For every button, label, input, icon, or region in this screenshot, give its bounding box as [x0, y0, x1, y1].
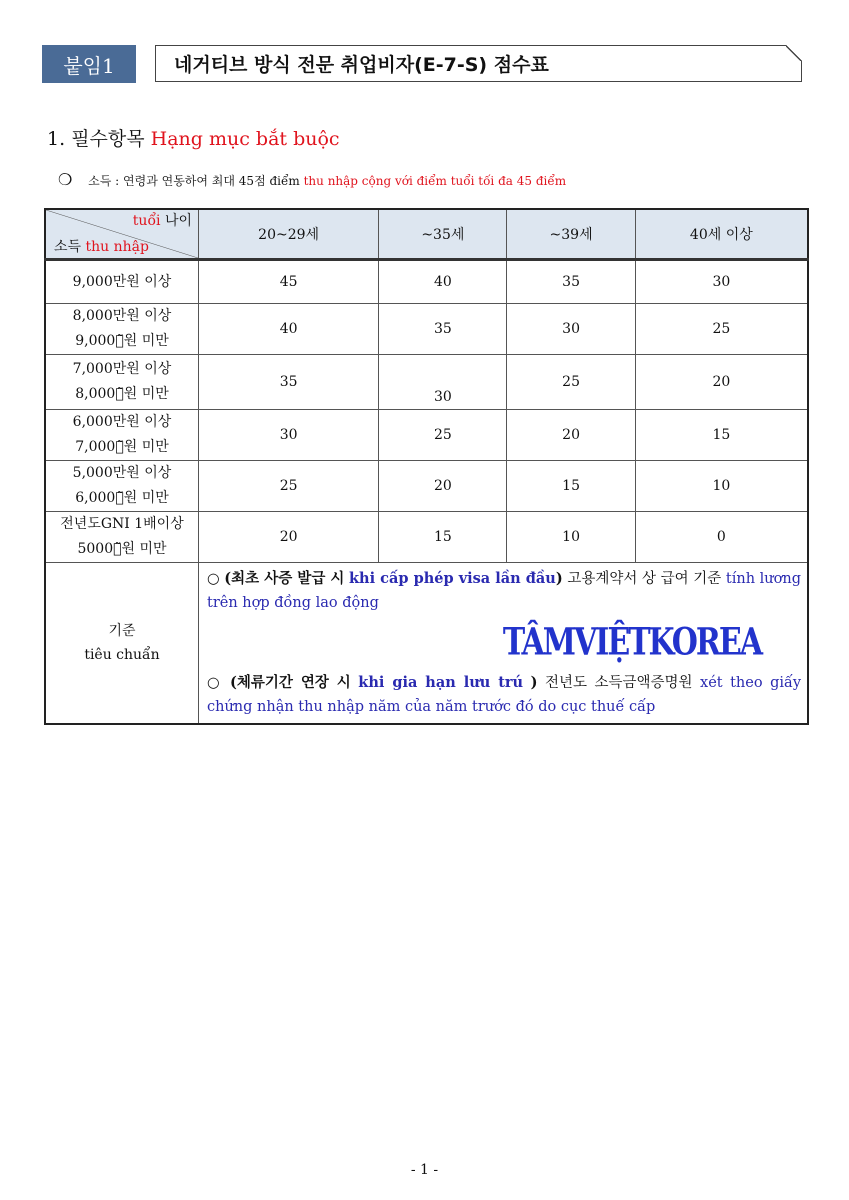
column-header: ~35세 — [379, 209, 507, 260]
corner-age-ko: 나이 — [164, 213, 192, 229]
income-note-ko: 소득 : 연령과 연동하여 최대 45점 điểm — [88, 174, 300, 188]
circle-bullet-icon: ○ — [207, 571, 220, 587]
income-range — [45, 304, 199, 355]
criteria-label-ko: 기준 — [108, 623, 136, 639]
section-title-vi: Hạng mục bắt buộc — [150, 128, 340, 150]
section-title-ko: 필수항목 — [71, 128, 145, 150]
criteria1-vi-bold: khi cấp phép visa lần đầu — [349, 570, 556, 587]
corner-age-vi: tuổi — [132, 213, 161, 229]
score-cell: 30 — [507, 304, 635, 355]
score-cell: 35 — [507, 260, 635, 304]
score-cell: 20 — [379, 461, 507, 512]
score-table — [44, 208, 809, 725]
income-range-line1: 9,000만원 이상 — [72, 273, 172, 290]
income-range-line1: 6,000만원 이상 — [72, 414, 172, 430]
page-number: - 1 - — [410, 1162, 439, 1178]
income-range — [45, 260, 199, 304]
attachment-badge: 붙임1 — [42, 45, 136, 83]
score-cell: 20 — [507, 410, 635, 461]
income-range-line2: 9,000만̃원 미만 — [75, 333, 169, 349]
score-cell: 25 — [635, 304, 808, 355]
table-header-row — [45, 209, 808, 260]
score-cell: 20 — [635, 355, 808, 410]
score-cell: 30 — [379, 355, 507, 410]
corner-income-vi: thu nhập — [85, 239, 149, 255]
income-range-line2: 8,000만̃원 미만 — [75, 386, 169, 402]
criteria-row — [45, 563, 808, 725]
score-cell: 15 — [507, 461, 635, 512]
income-range-line1: 5,000만원 이상 — [72, 465, 172, 481]
criteria-label — [45, 563, 199, 725]
document-title — [155, 45, 802, 82]
folded-corner-icon — [786, 45, 802, 61]
criteria2-ko: 전년도 소득금액증명원 — [544, 675, 693, 691]
corner-income-ko: 소득 — [54, 239, 82, 255]
column-header: ~39세 — [507, 209, 635, 260]
criteria1-ko-bold: (최초 사증 발급 시 — [224, 570, 345, 587]
table-row — [45, 512, 808, 563]
income-range — [45, 410, 199, 461]
score-cell: 20 — [199, 512, 379, 563]
score-cell: 30 — [199, 410, 379, 461]
watermark-logo: TÂMVIỆTKOREA — [502, 620, 761, 665]
score-cell: 35 — [379, 304, 507, 355]
score-cell: 15 — [379, 512, 507, 563]
income-range-line1: 7,000만원 이상 — [72, 361, 172, 377]
criteria2-vi: xét theo giấy chứng nhận thu nhập năm của năm trước đó do cục thuế cấp — [207, 675, 802, 715]
score-cell: 30 — [635, 260, 808, 304]
table-row — [45, 461, 808, 512]
circle-bullet-icon: ❍ — [58, 170, 73, 189]
criteria-item-extension — [207, 671, 801, 719]
score-cell: 10 — [635, 461, 808, 512]
table-row — [45, 410, 808, 461]
income-range — [45, 461, 199, 512]
criteria1-vi: tính lương trên hợp đồng lao động — [207, 571, 801, 611]
column-header: 40세 이상 — [635, 209, 808, 260]
score-cell: 15 — [635, 410, 808, 461]
criteria-item-initial — [207, 567, 801, 615]
income-range-line2: 7,000만̃원 미만 — [75, 439, 169, 455]
score-cell: 40 — [379, 260, 507, 304]
column-header: 20~29세 — [199, 209, 379, 260]
income-note-vi: thu nhập cộng với điểm tuổi tối đa 45 điểm — [303, 174, 567, 188]
criteria2-vi-bold: khi gia hạn lưu trú — [358, 674, 524, 691]
section-number: 1. — [47, 128, 66, 150]
score-cell: 10 — [507, 512, 635, 563]
circle-bullet-icon: ○ — [207, 675, 223, 691]
title-text: 네거티브 방식 전문 취업비자(E-7-S) 점수표 — [174, 54, 549, 76]
score-cell: 40 — [199, 304, 379, 355]
criteria-gap — [207, 615, 801, 671]
table-row — [45, 355, 808, 410]
score-cell: 45 — [199, 260, 379, 304]
income-range-line2: 5000만̃원 미만 — [77, 541, 167, 557]
criteria-label-vi: tiêu chuẩn — [84, 647, 160, 663]
score-cell: 25 — [379, 410, 507, 461]
income-range-line2: 6,000만̃원 미만 — [75, 490, 169, 506]
criteria1-close: ) — [555, 570, 563, 587]
score-cell: 25 — [507, 355, 635, 410]
table-row — [45, 260, 808, 304]
score-cell: 35 — [199, 355, 379, 410]
corner-header — [45, 209, 199, 260]
score-cell: 0 — [635, 512, 808, 563]
section-heading — [47, 124, 340, 151]
income-range — [45, 512, 199, 563]
income-range — [45, 355, 199, 410]
criteria-text — [199, 563, 809, 725]
table-row — [45, 304, 808, 355]
criteria2-ko-bold: (체류기간 연장 시 — [230, 674, 351, 691]
score-cell: 25 — [199, 461, 379, 512]
criteria1-ko: 고용계약서 상 급여 기준 — [567, 571, 722, 587]
criteria2-close: ) — [530, 674, 538, 691]
income-range-line1: 8,000만원 이상 — [72, 308, 172, 324]
income-range-line1: 전년도GNI 1배이상 — [60, 516, 184, 532]
income-note — [58, 170, 566, 189]
